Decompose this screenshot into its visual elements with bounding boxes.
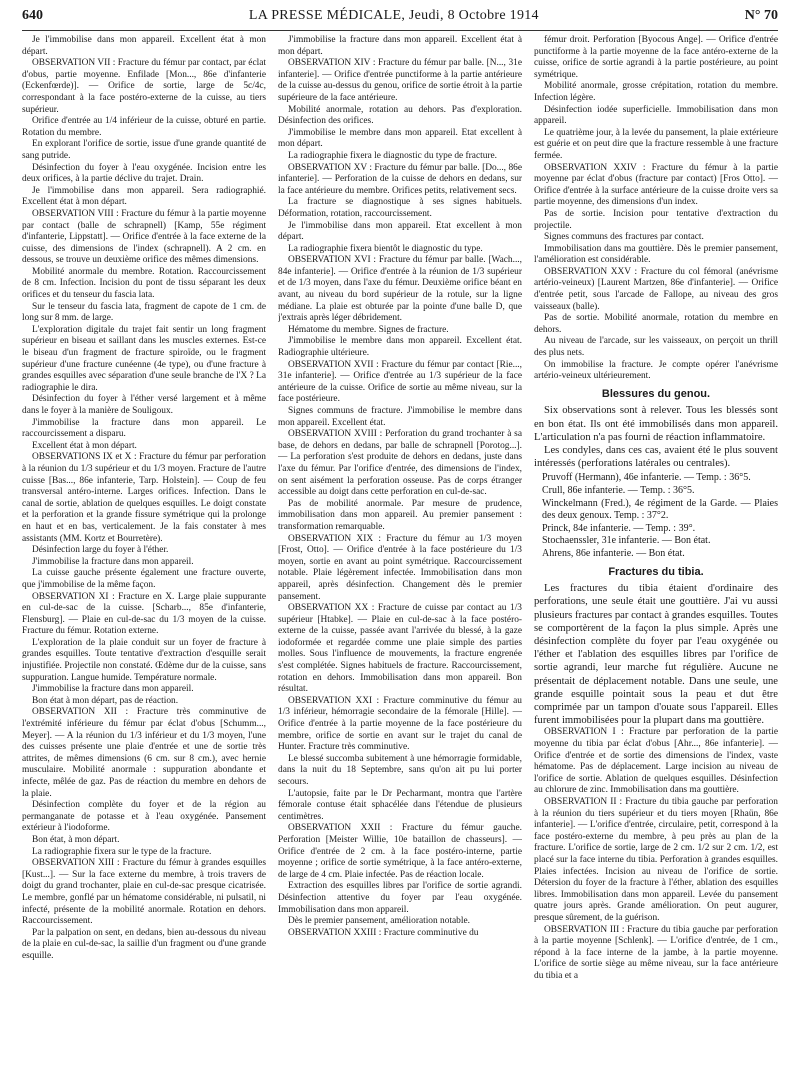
paragraph: OBSERVATION XV : Fracture du fémur par balle. [Do..., 86e infanterie]. — Perforation de la cuisse de dehors en dedans, sur la face antérieure du membre. Orifices petits, relativement secs. (278, 162, 522, 196)
paragraph: OBSERVATION XIII : Fracture du fémur à grandes esquilles [Kust...]. — Sur la face externe du membre, à trois travers de doigt du grand trochanter, plaie en cul-de-sac presque cicatrisée. Le membre, gonflé par un hématome considérable, ni pulsatil, ni infecté, présente de la mobilité anormale. Rotation en dehors. Raccourcissement. (22, 858, 266, 927)
paragraph: J'immobilise la fracture dans mon appareil. (32, 556, 194, 567)
paragraph: OBSERVATION XVIII : Perforation du grand trochanter à sa base, de dehors en dedans, par balle de schrapnell [Porotog...]. — La perforation s'est produite de dehors en dedans, juste dans l'axe du fémur. Par l'orifice d'entrée, des dimensions de l'index, on sent aisément la perforation osseuse. Pas de corps étranger accessible au doigt dans cette perforation en cul-de-sac. (278, 429, 522, 498)
tibia-observations (534, 727, 778, 982)
paragraph: Au niveau de l'arcade, sur les vaisseaux, on perçoit un thrill des plus nets. (534, 336, 778, 359)
paragraph: OBSERVATION XVI : Fracture du fémur par balle. [Wach..., 84e infanterie]. — Orifice d'entrée à la réunion de 1/3 supérieur et de 1/3 moyen, dans l'axe du fémur. Deuxième orifice béant en avant, au niveau du bord supérieur de la rotule, sur la ligne médiane. La plaie est obturée par la pointe d'une balle D, que j'extrais après léger débridement. (278, 255, 522, 324)
paragraph: Extraction des esquilles libres par l'orifice de sortie agrandi. Désinfection attentive du foyer par l'eau oxygénée. Immobilisation dans mon appareil. (278, 881, 522, 915)
paragraph: La radiographie fixera le diagnostic du type de fracture. (288, 150, 498, 161)
paragraph: Hématome du membre. Signes de fracture. (288, 324, 449, 335)
page-number: 640 (22, 8, 43, 23)
paragraph: J'immobilise la fracture dans mon appareil. (32, 684, 194, 695)
paragraph: OBSERVATION VII : Fracture du fémur par contact, par éclat d'obus, partie moyenne. Enfilade [Mon..., 86e d'infanterie (Eckenfœrde)]. — Orifice de sortie, large de 5c/4c, correspondant à la face postéro-externe de la cuisse, au tiers supérieur. (22, 58, 266, 115)
paragraph: Immobilisation dans ma gouttière. Dès le premier pansement, l'amélioration est considérable. (534, 243, 778, 266)
paragraph: fémur droit. Perforation [Byocous Ange]. — Orifice d'entrée punctiforme à la partie moyenne de la face antéro-externe de la cuisse, orifice de sortie agrandi à la partie postérieure, au point symétrique. (534, 35, 778, 80)
paragraph: Désinfection large du foyer à l'éther. (32, 545, 169, 556)
paragraph: OBSERVATION XII : Fracture très comminutive de l'extrémité inférieure du fémur par éclat d'obus [Schumm..., Meyer]. — A la réunion du 1/3 inférieur et du 1/3 moyen, l'une des cuisses présente une plaie d'entrée et une de sortie très attrites, de mêmes dimensions (6 cm. sur 8 cm.), avec hernie musculaire. Mobilité anormale : suppuration abondante et infecte, mêlée de gaz. Pas de réaction du membre en dehors de la plaie. (22, 707, 266, 799)
paragraph: OBSERVATION XX : Fracture de cuisse par contact au 1/3 supérieur [Htabke]. — Plaie en cul-de-sac à la face postéro-externe de la cuisse, passée avant l'arrivée du blessé, à la gaze iodoformée et regardée comme une plaie simple des parties molles. Sous l'influence de mouvements, la fracture engrenée s'est complétée. Signes habituels de fracture. Raccourcissement, rotation en dehors. Immobilisation dans mon appareil. Bon résultat. (278, 603, 522, 695)
paragraph: Je l'immobilise dans mon appareil. Excellent état à mon départ. (22, 35, 266, 57)
paragraph: Désinfection du foyer à l'eau oxygénée. Incision entre les deux orifices, à la partie déclive du trajet. Drain. (22, 162, 266, 185)
paragraph: OBSERVATION XXV : Fracture du col fémoral (anévrisme artério-veineux) [Laurent Martzen, 86e d'infanterie]. — Orifice d'entrée petit, sous l'arcade de Fallope, au niveau des gros vaisseaux (balle). (534, 266, 778, 312)
genou-list-item: Crull, 86e infanterie. — Temp. : 36°5. (542, 485, 695, 497)
genou-list-item: Stochaenssler, 31e infanterie. — Bon état. (542, 535, 711, 547)
page-header (22, 8, 778, 31)
genou-patient-list (534, 472, 778, 560)
column-left (22, 35, 266, 1078)
tibia-paragraph-1: Les fractures du tibia étaient d'ordinaire des perforations, une seule était une gouttière. J'ai vu aussi plusieurs fractures par contact à grandes esquilles. Toutes se comportèrent de la façon la plus simple. Après une désinfection complète du foyer par l'eau oxygénée ou l'éther et l'ablation des esquilles libres par l'orifice de sortie agrandi, leur marche fut régulière. Aucune ne présentait de déplacement notable. Dans une seule, une grande esquille pointait sous la peau et dut être comprimée par un tampon d'ouate sous l'appareil. Elles furent immobilisées pour la plupart dans ma gouttière. (534, 583, 778, 727)
paragraph: Désinfection iodée superficielle. Immobilisation dans mon appareil. (534, 104, 778, 127)
paragraph: Mobilité anormale du membre. Rotation. Raccourcissement de 8 cm. Infection. Incision du pont de tissu séparant les deux orifices et du tenseur du fascia lata. (22, 266, 266, 301)
genou-list-item: Ahrens, 86e infanterie. — Bon état. (542, 547, 685, 559)
genou-list-item: Princk, 84e infanterie. — Temp. : 39°. (542, 522, 696, 534)
paragraph: J'immobilise le membre dans mon appareil. Etat excellent à mon départ. (278, 127, 522, 150)
paragraph: Signes communs de fracture. J'immobilise le membre dans mon appareil. Excellent état. (278, 406, 522, 428)
paragraph: L'exploration digitale du trajet fait sentir un long fragment supérieur en biseau et saillant dans les muscles externes. Est-ce le biseau d'un fragment de fracture spiroïde, ou le fragment supérieur d'une fracture cunéenne (4e type), ou d'une fracture à grandes esquilles avec séparation d'une seule branche de l'X ? La radiographie le dira. (22, 324, 266, 393)
genou-list-item: Pruvoff (Hermann), 46e infanterie. — Temp. : 36°5. (542, 472, 751, 484)
paragraph: OBSERVATION XVII : Fracture du fémur par contact [Rie..., 31e infanterie]. — Orifice d'entrée au 1/3 supérieur de la face antérieure de la cuisse. Orifice de sortie au même niveau, sur la face postérieure. (278, 359, 522, 405)
paragraph: Bon état, à mon départ. (32, 834, 120, 845)
paragraph: Pas de sortie. Mobilité anormale, rotation du membre en dehors. (534, 313, 778, 335)
paragraph: La radiographie fixera bientôt le diagnostic du type. (288, 243, 483, 254)
paragraph: Pas de mobilité anormale. Par mesure de prudence, immobilisation dans mon appareil. Au premier pansement : transformation remarquable. (278, 498, 522, 532)
paragraph: Pas de sortie. Incision pour tentative d'extraction du projectile. (534, 208, 778, 231)
paragraph: L'exploration de la plaie conduit sur un foyer de fracture à grandes esquilles. Toute tentative d'extraction d'esquille serait injustifiée. Projectile non constaté. Œdème dur de la cuisse, sans suppuration. Langue humide. Température normale. (22, 637, 266, 683)
paragraph: L'autopsie, faite par le Dr Pecharmant, montra que l'artère fémorale contuse était sphacélée dans l'étendue de plusieurs centimètres. (278, 788, 522, 822)
paragraph: Bon état à mon départ, pas de réaction. (32, 695, 179, 706)
paragraph: Désinfection complète du foyer et de la région au permanganate de potasse et à l'eau oxygénée. Pansement extérieur à l'iodoforme. (22, 800, 266, 834)
section-heading-genou: Blessures du genou. (601, 387, 711, 400)
genou-paragraph-2: Les condyles, dans ces cas, avaient été le plus souvent intéressés (perforations latérales ou centrales). (534, 445, 778, 470)
paragraph: J'immobilise la fracture dans mon appareil. Excellent état à mon départ. (278, 35, 522, 57)
paragraph: Mobilité anormale, grosse crépitation, rotation du membre. Infection légère. (534, 81, 778, 103)
paragraph: OBSERVATION VIII : Fracture du fémur à la partie moyenne par contact (balle de schrapnell) [Kamp, 55e régiment d'infanterie, Lippstatt]. — Orifice d'entrée à la face externe de la cuisse, des dimensions de l'index (schrapnell). A 2 cm. en dessous, se trouve un deuxième orifice des mêmes dimensions. (22, 208, 266, 266)
section-heading-tibia: Fractures du tibia. (608, 565, 704, 578)
issue-number: N° 70 (744, 8, 778, 23)
paragraph: La fracture se diagnostique à ses signes habituels. Déformation, rotation, raccourcissement. (278, 197, 522, 219)
paragraph: En explorant l'orifice de sortie, issue d'une grande quantité de sang putride. (22, 139, 266, 161)
paragraph: Je l'immobilise dans mon appareil. Sera radiographié. Excellent état à mon départ. (22, 185, 266, 208)
genou-paragraph-1: Six observations sont à relever. Tous les blessés sont en bon état. Ils ont été immobilisés dans mon appareil. L'articulation n'a pas fourni de réaction inflammatoire. (534, 405, 778, 443)
paragraph: Par la palpation on sent, en dedans, bien au-dessous du niveau de la plaie en cul-de-sac, la saillie d'un fragment ou d'une grande esquille. (22, 927, 266, 961)
paragraph: OBSERVATION II : Fracture du tibia gauche par perforation à la réunion du tiers supérieur et du tiers moyen [Rhaün, 86e infanterie]. — L'orifice d'entrée, circulaire, petit, correspond à la face postéro-externe du membre, à peu près au plan de la fracture. L'orifice de sortie, large de 2 cm. 1/2 sur 2 cm. 1/2, est placé sur la face interne du tibia. Perforation à grandes esquilles. Plaies infectées. Incision au niveau de l'orifice de sortie. Détersion du foyer de la fracture à l'éther, ablation des esquilles libres. Immobilisation dans mon appareil. Levée du pansement quatre jours après. Grande amélioration. On peut augurer, presque sûrement, de la guérison. (534, 796, 778, 923)
paragraph: Sur le tenseur du fascia lata, fragment de capote de 1 cm. de long sur 8 mm. de large. (22, 301, 266, 324)
paragraph: OBSERVATION XXIII : Fracture comminutive du (288, 927, 479, 938)
column-right-observations (534, 35, 778, 383)
paragraph: OBSERVATIONS IX et X : Fracture du fémur par perforation à la réunion du 1/3 supérieur et du 1/3 moyen. Fracture de l'autre cuisse [Bas..., 86e infanterie, Tarp. Holstein]. — Coup de feu transversal antéro-interne. Larges orifices. Infection. Dans le canal de sortie, ablation de quelques esquilles. Le doigt constate et la perforation et la grande fissure symétrique qui la prolonge en haut et en bas, verticalement. Je la fais constater à mes assistants (MM. Kortz et Bourretère). (22, 452, 266, 544)
paragraph: OBSERVATION XIX : Fracture du fémur au 1/3 moyen [Frost, Otto]. — Orifice d'entrée à la face postérieure du 1/3 moyen, sortie en avant au point symétrique. Raccourcissement notable. Plaie légèrement infectée. Immobilisation dans mon appareil, après désinfection. Changement dès le premier pansement. (278, 533, 522, 602)
paragraph: La cuisse gauche présente également une fracture ouverte, que j'immobilise de la même façon. (22, 568, 266, 590)
text-columns (22, 35, 778, 1078)
paragraph: Excellent état à mon départ. (32, 440, 137, 451)
paragraph: Mobilité anormale, rotation au dehors. Pas d'exploration. Désinfection des orifices. (278, 104, 522, 127)
paragraph: OBSERVATION XXIV : Fracture du fémur à la partie moyenne par éclat d'obus (fracture par contact) [Fros Otto]. — Orifice d'entrée à la surface antérieure de la cuisse droite vers sa partie moyenne, des dimensions d'un index. (534, 162, 778, 208)
paragraph: La radiographie fixera sur le type de la fracture. (32, 846, 212, 857)
paragraph: OBSERVATION III : Fracture du tibia gauche par perforation à la partie moyenne [Schlenk]. — L'orifice d'entrée, de 1 cm., répond à la face interne de la jambe, à la partie moyenne. L'orifice de sortie siège au même niveau, sur la face antérieure du tibia et a (534, 924, 778, 981)
paragraph: Je l'immobilise dans mon appareil. Etat excellent à mon départ. (278, 220, 522, 243)
paragraph: Le quatrième jour, à la levée du pansement, la plaie extérieure est guérie et on peut dire que la fracture ressemble à une fracture fermée. (534, 127, 778, 161)
column-middle (278, 35, 522, 1078)
paragraph: J'immobilise le membre dans mon appareil. Excellent état. Radiographie ultérieure. (278, 336, 522, 359)
journal-title: LA PRESSE MÉDICALE, Jeudi, 8 Octobre 1914 (248, 8, 539, 23)
paragraph: Désinfection du foyer à l'éther versé largement et à même dans le foyer à la manière de Souligoux. (22, 394, 266, 416)
genou-list-item: Winckelmann (Fred.), 4e régiment de la Garde. — Plaies des deux genoux. Temp. : 37°2. (542, 497, 778, 522)
paragraph: J'immobilise la fracture dans mon appareil. Le raccourcissement a disparu. (22, 417, 266, 440)
paragraph: OBSERVATION XI : Fracture en X. Large plaie suppurante en cul-de-sac de la cuisse. [Scharb..., 85e d'infanterie, Flensburg]. — Plaie en cul-de-sac du 1/3 moyen de la cuisse. Fracture du fémur. Rotation externe. (22, 591, 266, 637)
paragraph: OBSERVATION XXI : Fracture comminutive du fémur au 1/3 inférieur, hémorragie secondaire de la fémorale [Hille]. — Orifice d'entrée à la partie moyenne de la face postérieure du membre, orifice de sortie en avant sur le trajet du canal de Hunter. Fracture très comminutive. (278, 695, 522, 753)
paragraph: OBSERVATION XXII : Fracture du fémur gauche. Perforation [Meister Willie, 10e bataillon de chasseurs]. — Orifice d'entrée de 2 cm. à la face postéro-interne, partie moyenne ; orifice de sortie symétrique, à la face antéro-externe, de large de 4 cm. Plaie infectée. Pas de réaction locale. (278, 823, 522, 880)
paragraph: Signes communs des fractures par contact. (544, 232, 704, 243)
paragraph: Le blessé succomba subitement à une hémorragie formidable, dans la nuit du 18 Septembre, sans qu'on ait pu lui porter secours. (278, 753, 522, 787)
paragraph: Dès le premier pansement, amélioration notable. (288, 916, 470, 927)
column-right (534, 35, 778, 1078)
paragraph: Orifice d'entrée au 1/4 inférieur de la cuisse, obturé en partie. Rotation du membre. (22, 116, 266, 138)
paragraph: OBSERVATION I : Fracture par perforation de la partie moyenne du tibia par éclat d'obus [Ahr..., 86e infanterie]. — Orifice d'entrée et de sortie des dimensions de l'index, vaste hématome. Pas de déplacement. Large incision au niveau de l'orifice de sortie. Ablation de quelques esquilles. Désinfection au chlorure de zinc. Immobilisation dans ma gouttière. (534, 727, 778, 796)
paragraph: On immobilise la fracture. Je compte opérer l'anévrisme artério-veineux ultérieurement. (534, 359, 778, 382)
paragraph: OBSERVATION XIV : Fracture du fémur par balle. [N..., 31e infanterie]. — Orifice d'entrée punctiforme à la partie antérieure de la cuisse au-dessus du genou, orifice de sortie étroit à la partie supérieure de la face antérieure. (278, 58, 522, 103)
